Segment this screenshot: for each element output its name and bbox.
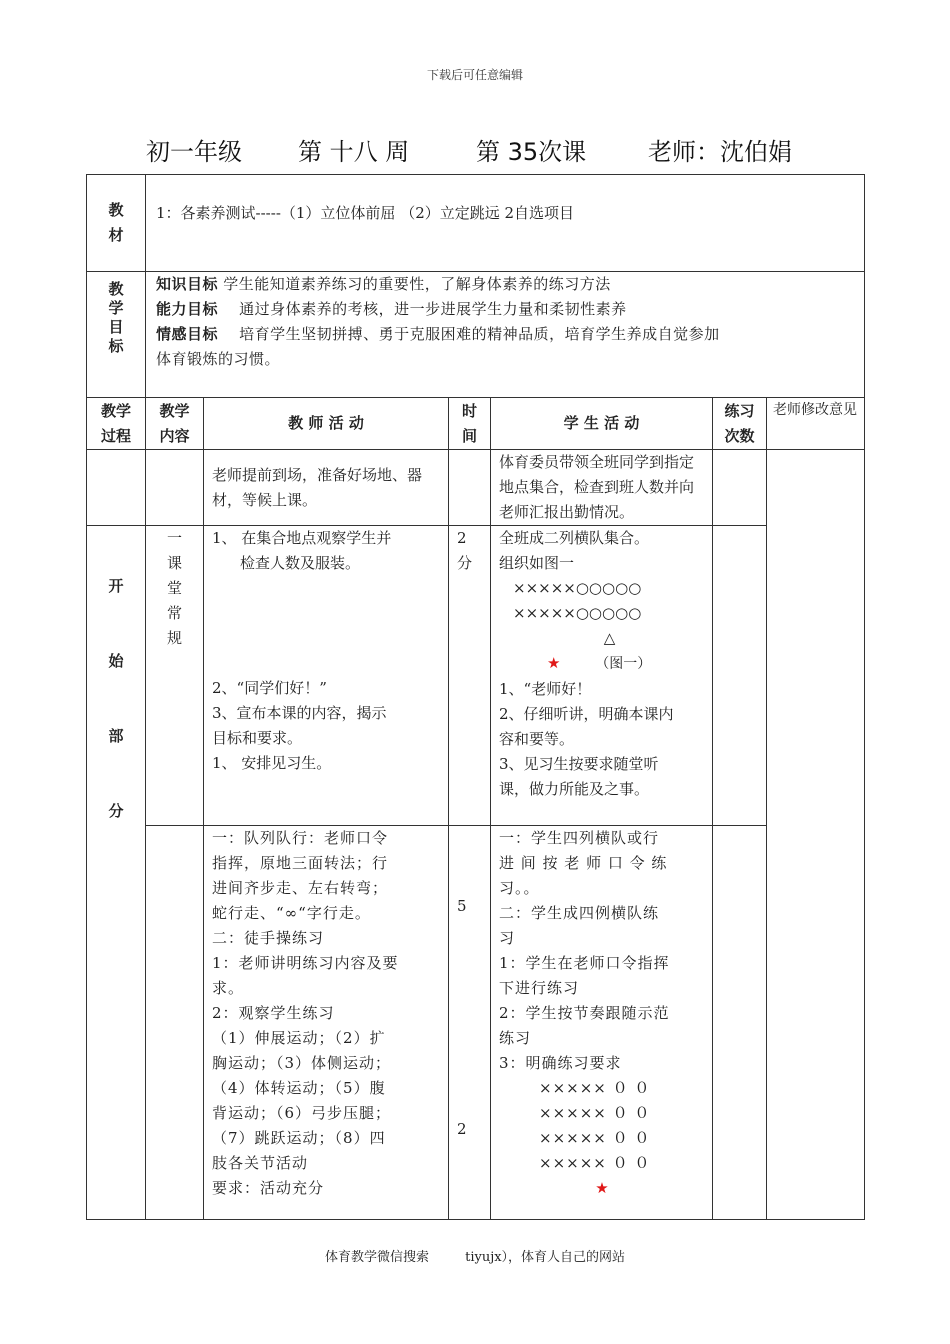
start-section-label: 开 始 部 分 [87, 526, 146, 1220]
material-label: 教 材 [87, 175, 146, 272]
routine-time: 2 分 [449, 526, 491, 826]
goals-label: 教 学 目 标 [87, 272, 146, 398]
formation-row-2: ×××××○○○○○ [513, 604, 642, 622]
remarks-cell [767, 450, 865, 1220]
drill-row [87, 826, 865, 1220]
knowledge-goal: 知识目标 学生能知道素养练习的重要性，了解身体素养的练习方法 [156, 275, 611, 293]
goals-content [146, 272, 865, 398]
header-student: 学 生 活 动 [491, 398, 713, 450]
page-footer [0, 1246, 950, 1265]
star-icon: ★ [595, 1179, 610, 1197]
header-process: 教学 过程 [87, 398, 146, 450]
routine-row [87, 526, 865, 826]
drill-student: 一：学生四列横队或行 进 间 按 老 师 口 令 练 习。。 二：学生成四例横队练 习 1：学生在老师口令指挥 下进行练习 2：学生按节奏跟随示范 练习 3：明确练习要求 ××××× ０ ０ ××××× ０ ０ ××××× ０ ０ ××××× ０ ０ ★ [491, 826, 713, 1220]
routine-student: 全班成二列横队集合。 组织如图一 ×××××○○○○○ ×××××○○○○○ △ ★ （图一） 1、“老师好！ 2、仔细听讲，明确本课内 容和要等。 3、见习生按要求随堂听 课，做力所能及之事。 [491, 526, 713, 826]
routine-teacher: 1、 在集合地点观察学生并 检查人数及服装。 2、“同学们好！” 3、宣布本课的内容，揭示 目标和要求。 1、 安排见习生。 [204, 526, 449, 826]
drill-time: 5 2 [449, 826, 491, 1220]
header-time: 时 间 [449, 398, 491, 450]
pre-student: 体育委员带领全班同学到指定地点集合，检查到班人数并向老师汇报出勤情况。 [491, 450, 713, 526]
emotion-goal: 情感目标 培育学生坚韧拼搏、勇于克服困难的精神品质，培育学生养成自觉参加 [156, 325, 720, 343]
emotion-goal-cont: 体育锻炼的习惯。 [156, 350, 281, 368]
pre-class-row [87, 450, 865, 526]
formation-row-1: ×××××○○○○○ [513, 579, 642, 597]
header-content: 教学 内容 [146, 398, 204, 450]
header-remarks: 老师修改意见 [767, 398, 865, 450]
footer-left: 体育教学微信搜索 [324, 1250, 429, 1265]
lesson-plan-table [86, 174, 865, 1220]
footer-right: tiyujx），体育人自己的网站 [465, 1250, 626, 1265]
star-icon: ★ [547, 654, 561, 672]
drill-teacher: 一：队列队行：老师口令 指挥，原地三面转法；行 进间齐步走、左右转弯； 蛇行走、“∞“字行走。 二：徒手操练习 1：老师讲明练习内容及要 求。 2：观察学生练习 （1）伸展运动；（2）扩 胸运动；（3）体侧运动； （4）体转运动；（5）腹 背运动；（6）弓步压腿； （7）跳跃运动；（8）四 肢各关节活动 要求：活动充分 [204, 826, 449, 1220]
material-row [87, 175, 865, 272]
teacher-triangle: △ [603, 629, 616, 647]
title-teacher: 老师：沈伯娟 [648, 138, 792, 166]
routine-label: 一 课 堂 常 规 [146, 526, 204, 826]
top-note: 下载后可任意编辑 [426, 68, 523, 82]
drill-grid-row-1: ××××× ０ ０ [539, 1079, 651, 1097]
drill-grid-row-2: ××××× ０ ０ [539, 1104, 651, 1122]
ability-goal: 能力目标 通过身体素养的考核，进一步进展学生力量和柔韧性素养 [156, 300, 627, 318]
title-lesson: 第 35次课 [476, 138, 587, 166]
goals-row [87, 272, 865, 398]
header-teacher: 教 师 活 动 [204, 398, 449, 450]
material-content: 1：各素养测试-----（1）立位体前屈 （2）立定跳远 2自选项目 [146, 175, 865, 272]
header-row [87, 398, 865, 450]
title-week: 第 十八 周 [298, 138, 410, 166]
header-count: 练习 次数 [713, 398, 767, 450]
drill-grid-row-3: ××××× ０ ０ [539, 1129, 651, 1147]
title-grade: 初一年级 [146, 138, 242, 166]
drill-grid-row-4: ××××× ０ ０ [539, 1154, 651, 1172]
pre-teacher: 老师提前到场，准备好场地、器材，等候上课。 [204, 450, 449, 526]
